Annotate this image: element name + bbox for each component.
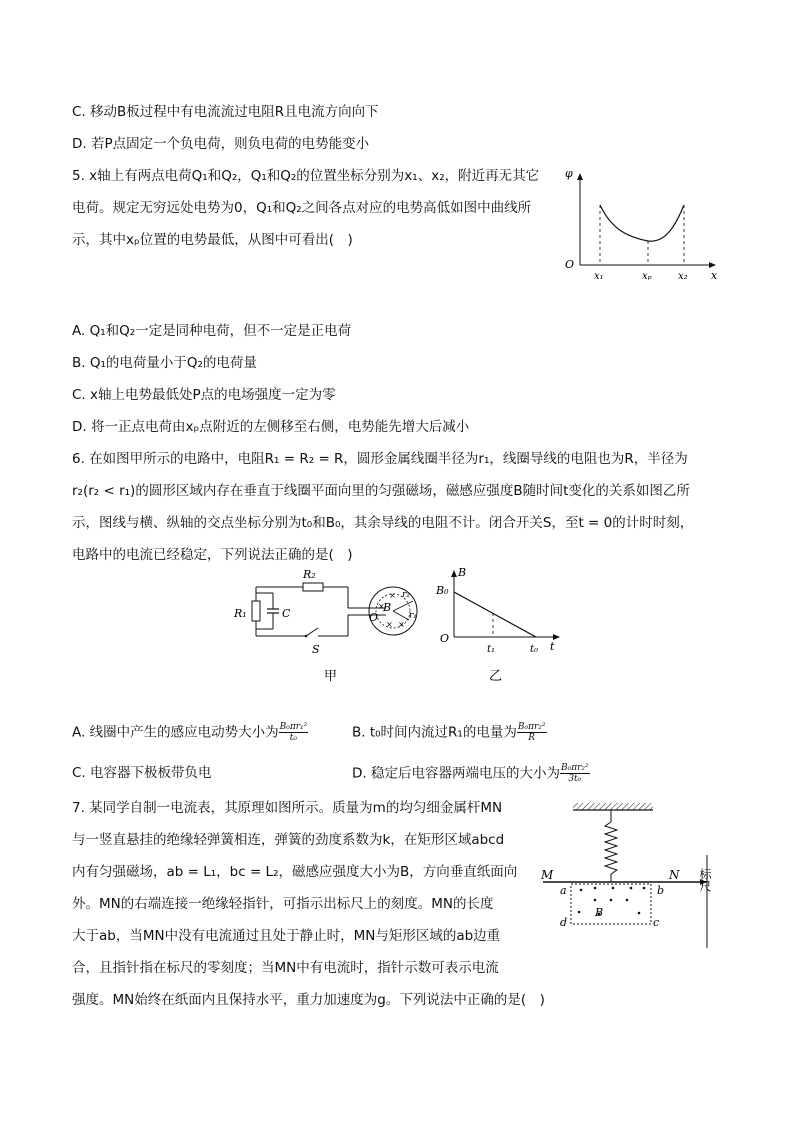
q6-circuit-caption: 甲 bbox=[324, 669, 338, 684]
q7-stem-line4: 外。MN的右端连接一绝缘轻指针，可指示出标尺上的刻度。MN的长度 bbox=[72, 896, 494, 912]
q6-bt-t1-label: t₁ bbox=[487, 644, 496, 655]
q5-potential-graph bbox=[560, 165, 725, 285]
q6-bt-b-axis-label: B bbox=[458, 566, 467, 579]
q6-bt-caption: 乙 bbox=[489, 669, 503, 684]
q6-stem-line3: 示，图线与横、纵轴的交点坐标分别为t₀和B₀，其余导线的电阻不计。闭合开关S，至t = 0的计时时刻， bbox=[72, 515, 694, 531]
q6-circuit-o-label: O bbox=[369, 611, 379, 624]
q6-option-a-fraction bbox=[279, 722, 309, 743]
q7-stem-line7: 强度。MN始终在纸面内且保持水平，重力加速度为g。下列说法中正确的是( ) bbox=[72, 992, 545, 1008]
q7-fig-scale-label: 标尺 bbox=[698, 868, 712, 892]
q6-option-d-fraction bbox=[560, 763, 590, 784]
q5-graph-x1-label: x₁ bbox=[594, 271, 604, 282]
q7-fig-c-label: c bbox=[653, 916, 660, 929]
q5-option-a: A. Q₁和Q₂一定是同种电荷，但不一定是正电荷 bbox=[72, 323, 352, 339]
q6-option-c: C. 电容器下极板带负电 bbox=[72, 765, 212, 781]
q6-option-d bbox=[352, 763, 590, 784]
q7-stem-line3: 内有匀强磁场，ab = L₁，bc = L₂，磁感应强度大小为B，方向垂直纸面向 bbox=[72, 864, 518, 880]
q5-graph-phi-label: φ bbox=[565, 167, 573, 180]
q5-option-b: B. Q₁的电荷量小于Q₂的电荷量 bbox=[72, 355, 257, 371]
q7-fig-n-label: N bbox=[669, 868, 680, 882]
q6-bt-origin-label: O bbox=[440, 632, 450, 645]
q6-circuit-r2-label: R₂ bbox=[303, 568, 316, 581]
q6-circuit-b-label: B bbox=[383, 601, 392, 614]
q6-circuit-r1-label: R₁ bbox=[234, 607, 247, 620]
q7-fig-a-label: a bbox=[560, 884, 567, 897]
q5-graph-x2-label: x₂ bbox=[678, 271, 688, 282]
q7-fig-b-field-label: B bbox=[595, 906, 604, 919]
q6-circuit-cross-2: × bbox=[378, 602, 385, 611]
q6-stem-line2: r₂(r₂ < r₁)的圆形区域内存在垂直于线圈平面向里的匀强磁场，磁感应强度B随时间t变化的关系如图乙所 bbox=[72, 483, 690, 499]
q6-circuit-s-label: S bbox=[312, 643, 320, 656]
q4-option-d: D. 若P点固定一个负电荷，则负电荷的电势能变小 bbox=[72, 136, 370, 152]
q6-bt-t-axis-label: t bbox=[550, 640, 555, 653]
q6-circuit-r1-radius-label: r₁ bbox=[409, 611, 417, 621]
q6-option-b-text: B. t₀时间内流过R₁的电量为 bbox=[352, 724, 517, 741]
q7-fig-b-label: b bbox=[657, 884, 665, 897]
q5-option-c: C. x轴上电势最低处P点的电场强度一定为零 bbox=[72, 387, 336, 403]
q6-bt-t0-label: t₀ bbox=[530, 644, 539, 655]
q6-stem-line1: 6. 在如图甲所示的电路中，电阻R₁ = R₂ = R，圆形金属线圈半径为r₁，线圈导线的电阻也为R，半径为 bbox=[72, 451, 688, 467]
q7-fig-m-label: M bbox=[541, 868, 554, 882]
q5-stem-line1: 5. x轴上有两点电荷Q₁和Q₂，Q₁和Q₂的位置坐标分别为x₁、x₂，附近再无其它 bbox=[72, 168, 540, 184]
q6-bt-b0-label: B₀ bbox=[436, 584, 449, 597]
q5-stem-line3: 示，其中xₚ位置的电势最低，从图中可看出( ) bbox=[72, 232, 353, 248]
q5-option-d: D. 将一正点电荷由xₚ点附近的左侧移至右侧，电势能先增大后减小 bbox=[72, 419, 470, 435]
q5-stem-line2: 电荷。规定无穷远处电势为0，Q₁和Q₂之间各点对应的电势高低如图中曲线所 bbox=[72, 200, 532, 216]
q6-option-b-fraction bbox=[517, 722, 547, 743]
q6-option-a bbox=[72, 722, 308, 743]
q6-circuit-cross-4: × bbox=[398, 620, 405, 629]
q5-graph-xp-label: xₚ bbox=[642, 271, 652, 282]
q7-stem-line5: 大于ab，当MN中没有电流通过且处于静止时，MN与矩形区域的ab边重 bbox=[72, 928, 501, 944]
q6-option-b-numerator: B₀πr₂² bbox=[517, 722, 546, 732]
q4-option-c: C. 移动B板过程中有电流流过电阻R且电流方向向下 bbox=[72, 104, 379, 120]
q6-circuit-cross-1: × bbox=[389, 591, 396, 600]
q6-option-d-numerator: B₀πr₂² bbox=[560, 763, 589, 773]
q7-stem-line6: 合，且指针指在标尺的零刻度；当MN中有电流时，指针示数可表示电流 bbox=[72, 960, 499, 976]
q7-stem-line1: 7. 某同学自制一电流表，其原理如图所示。质量为m的均匀细金属杆MN bbox=[72, 800, 503, 816]
q5-graph-origin-label: O bbox=[565, 258, 575, 271]
q7-ammeter-diagram bbox=[535, 800, 730, 950]
q6-option-d-denominator: 3t₀ bbox=[568, 774, 582, 784]
q6-option-b bbox=[352, 722, 547, 743]
q7-stem-line2: 与一竖直悬挂的绝缘轻弹簧相连，弹簧的劲度系数为k，在矩形区域abcd bbox=[72, 832, 505, 848]
q6-option-a-numerator: B₀πr₁² bbox=[279, 722, 308, 732]
q7-fig-d-label: d bbox=[560, 916, 568, 929]
q5-graph-x-label: x bbox=[711, 269, 718, 282]
q6-circuit-diagram bbox=[228, 563, 428, 688]
q6-circuit-c-label: C bbox=[282, 607, 291, 620]
q6-option-a-denominator: t₀ bbox=[289, 733, 298, 743]
q6-bt-graph bbox=[432, 562, 567, 688]
q6-stem-line4: 电路中的电流已经稳定，下列说法正确的是( ) bbox=[72, 547, 353, 563]
q6-circuit-cross-3: × bbox=[386, 620, 393, 629]
q6-option-a-text: A. 线圈中产生的感应电动势大小为 bbox=[72, 724, 279, 741]
q6-option-d-text: D. 稳定后电容器两端电压的大小为 bbox=[352, 765, 560, 782]
q6-option-b-denominator: R bbox=[528, 733, 536, 743]
q6-circuit-r2-radius-label: r₂ bbox=[402, 590, 410, 600]
